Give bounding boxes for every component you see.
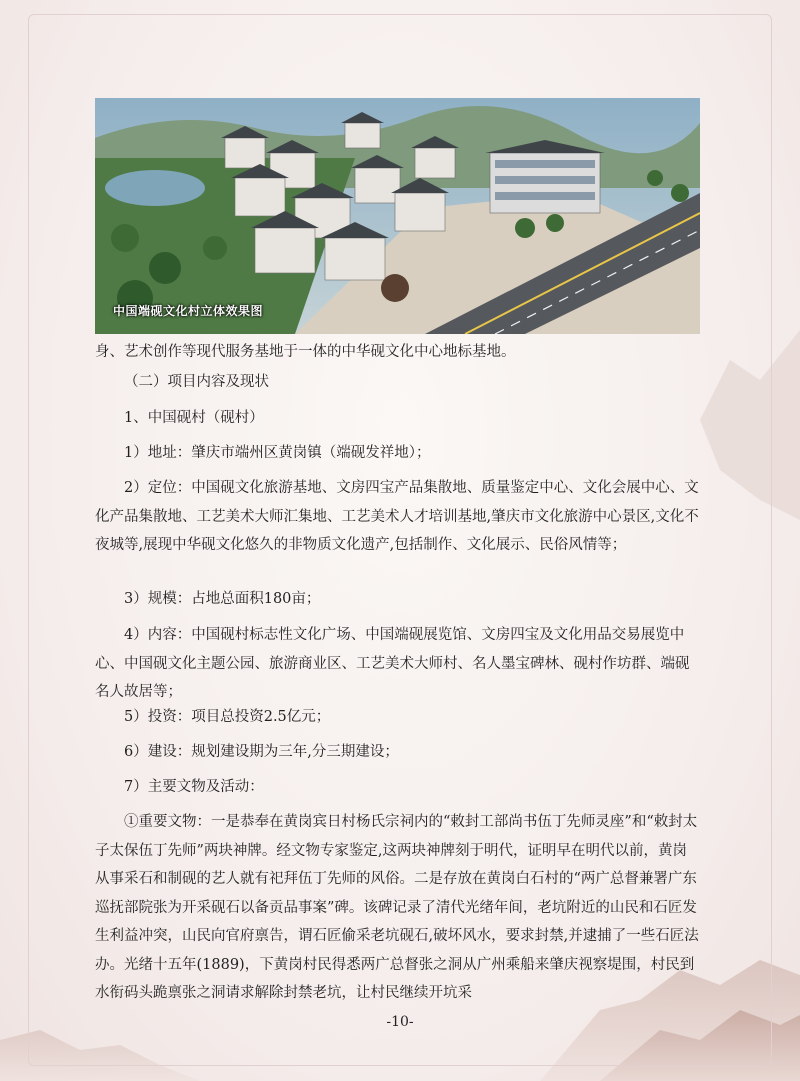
body-text xyxy=(95,738,700,767)
body-text xyxy=(95,368,700,397)
paragraph: 身、艺术创作等现代服务基地于一体的中华砚文化中心地标基地。 xyxy=(95,344,516,360)
paragraph: 1）地址：肇庆市端州区黄岗镇（端砚发祥地）； xyxy=(124,445,431,461)
body-text xyxy=(95,773,700,802)
body-text xyxy=(95,474,700,560)
page-number: -10- xyxy=(386,1014,414,1030)
body-text xyxy=(95,338,700,367)
paragraph: 2）定位：中国砚文化旅游基地、文房四宝产品集散地、质量鉴定中心、文化会展中心、文化产品集散地、工艺美术大师汇集地、工艺美术人才培训基地,肇庆市文化旅游中心景区,文化不夜城等,展现中华砚文化悠久的非物质文化遗产,包括制作、文化展示、民俗风情等； xyxy=(95,480,699,553)
paragraph: 6）建设：规划建设期为三年,分三期建设； xyxy=(124,744,399,760)
paragraph: 4）内容：中国砚村标志性文化广场、中国端砚展览馆、文房四宝及文化用品交易展览中心、中国砚文化主题公园、旅游商业区、工艺美术大师村、名人墨宝碑林、砚村作坊群、端砚名人故居等； xyxy=(95,627,690,700)
paragraph: ①重要文物：一是恭奉在黄岗宾日村杨氏宗祠内的“敕封工部尚书伍丁先师灵座”和“敕封太子太保伍丁先师”两块神牌。经文物专家鉴定,这两块神牌刻于明代，证明早在明代以前，黄岗从事采石和制砚的艺人就有祀拜伍丁先师的风俗。二是存放在黄岗白石村的“两广总督兼署广东巡抚部院张为开采砚石以备贡品事案”碑。该碑记录了清代光绪年间，老坑附近的山民和石匠发生利益冲突，山民向官府禀告，谓石匠偷采老坑砚石,破坏风水，要求封禁,并逮捕了一些石匠法办。光绪十五年(1889)，下黄岗村民得悉两广总督张之洞从广州乘船来肇庆视察堤围，村民到水衔码头跪禀张之洞请求解除封禁老坑，让村民继续开坑采 xyxy=(95,814,699,1001)
body-text xyxy=(95,808,700,1008)
section-heading: （二）项目内容及现状 xyxy=(124,374,269,390)
figure-caption: 中国端砚文化村立体效果图 xyxy=(113,304,264,318)
paragraph: 5）投资：项目总投资2.5亿元； xyxy=(124,709,331,725)
cultural-village-rendering xyxy=(95,98,700,334)
body-text xyxy=(95,439,700,468)
body-text xyxy=(95,585,700,614)
subsection-heading: 1、中国砚村（砚村） xyxy=(124,410,264,426)
body-text xyxy=(95,621,700,707)
body-text xyxy=(95,404,700,433)
paragraph: 7）主要文物及活动： xyxy=(124,779,264,795)
body-text xyxy=(95,703,700,732)
paragraph: 3）规模：占地总面积180亩； xyxy=(124,591,321,607)
